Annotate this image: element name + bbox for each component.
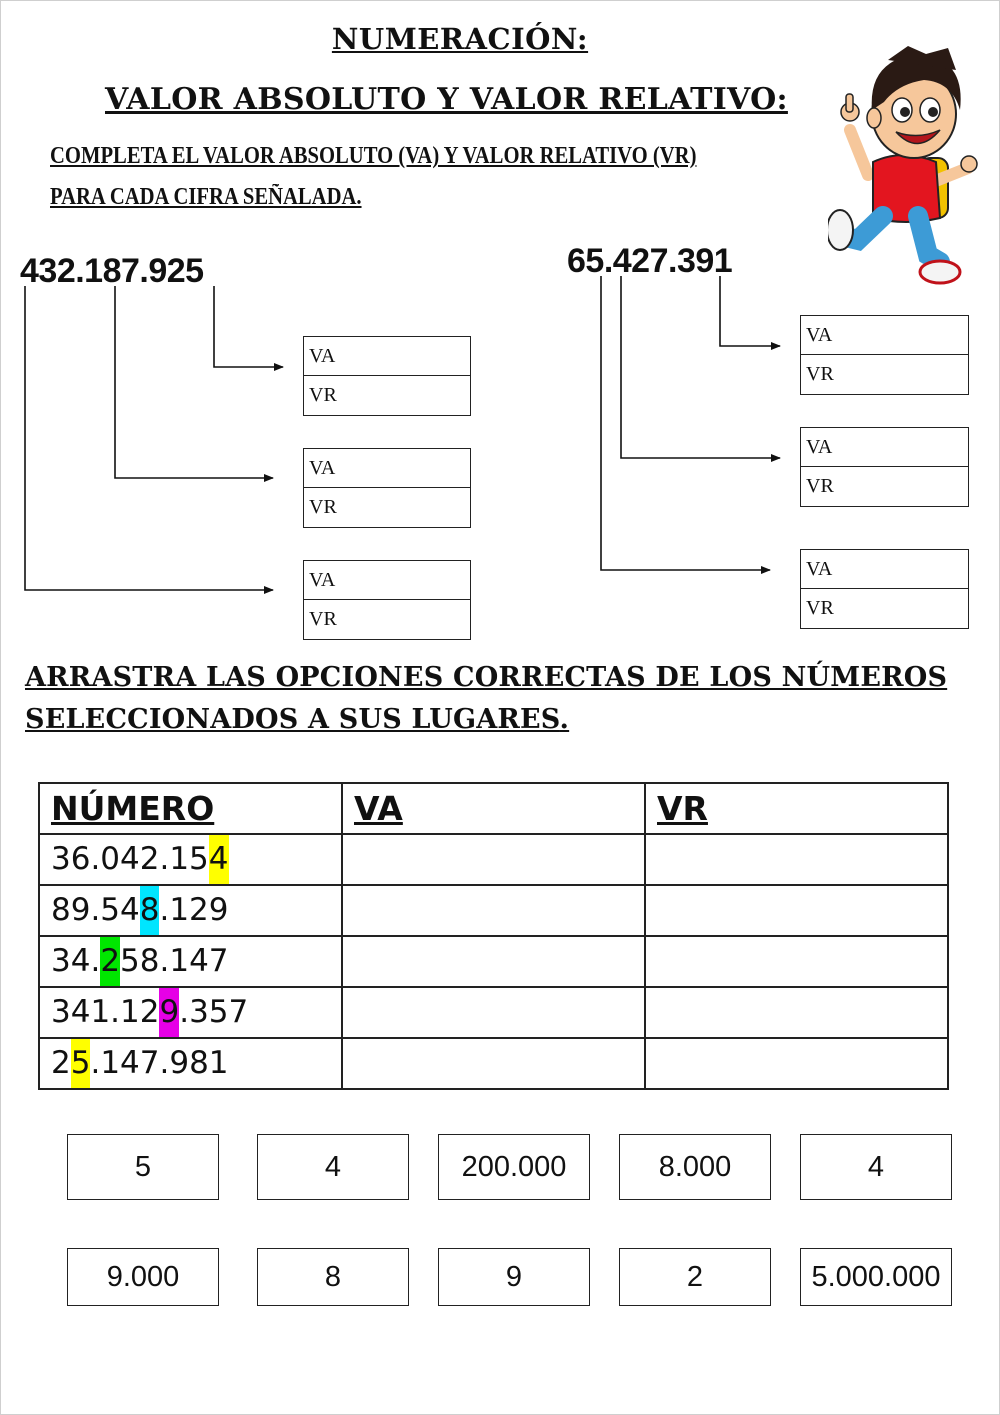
table-row xyxy=(39,834,948,885)
vr-label: VR xyxy=(806,475,834,497)
va-label: VA xyxy=(801,550,968,589)
highlighted-digit: 8 xyxy=(140,886,160,935)
page-title: NUMERACIÓN: xyxy=(331,22,589,56)
va-label: VA xyxy=(304,337,470,376)
vr-drop-cell[interactable] xyxy=(645,936,948,987)
va-drop-cell[interactable] xyxy=(342,936,645,987)
number-text: .147.981 xyxy=(90,1045,229,1081)
column-header-vr: VR xyxy=(645,783,948,834)
option-chip[interactable]: 8.000 xyxy=(619,1134,771,1200)
vr-drop-cell[interactable] xyxy=(645,1038,948,1089)
table-row xyxy=(39,1038,948,1089)
va-label: VA xyxy=(304,449,470,488)
option-chip[interactable]: 9 xyxy=(438,1248,590,1306)
highlighted-digit: 2 xyxy=(100,937,120,986)
arrow-left-2 xyxy=(115,286,273,478)
va-vr-box-left-2[interactable] xyxy=(303,448,471,528)
va-label: VA xyxy=(801,428,968,467)
number-text: 2 xyxy=(51,1045,71,1081)
arrow-left-1 xyxy=(214,286,283,367)
option-chip[interactable]: 5.000.000 xyxy=(800,1248,952,1306)
drag-instruction-line-2 xyxy=(25,704,569,735)
vr-label: VR xyxy=(806,363,834,385)
vr-label: VR xyxy=(309,496,337,518)
column-header-va: VA xyxy=(342,783,645,834)
arrow-right-1 xyxy=(720,276,780,346)
number-text: .129 xyxy=(159,892,229,928)
number-cell xyxy=(39,885,342,936)
table-row xyxy=(39,936,948,987)
va-drop-cell[interactable] xyxy=(342,1038,645,1089)
option-chip[interactable]: 4 xyxy=(800,1134,952,1200)
highlighted-digit: 4 xyxy=(209,835,229,884)
vr-label: VR xyxy=(309,608,337,630)
number-left: 432.187.925 xyxy=(20,252,204,290)
highlighted-digit: 9 xyxy=(159,988,179,1037)
option-chip[interactable]: 9.000 xyxy=(67,1248,219,1306)
vr-label: VR xyxy=(806,597,834,619)
vr-drop-cell[interactable] xyxy=(645,987,948,1038)
drag-instruction-period: . xyxy=(559,704,570,735)
va-vr-box-left-3[interactable] xyxy=(303,560,471,640)
instruction-line-2: PARA CADA CIFRA SEÑALADA. xyxy=(50,184,362,210)
arrow-right-3 xyxy=(601,276,770,570)
number-text: 341.12 xyxy=(51,994,160,1030)
va-drop-cell[interactable] xyxy=(342,834,645,885)
number-cell xyxy=(39,1038,342,1089)
number-text: 34. xyxy=(51,943,101,979)
option-chip[interactable]: 200.000 xyxy=(438,1134,590,1200)
number-right: 65.427.391 xyxy=(567,242,733,280)
va-drop-cell[interactable] xyxy=(342,885,645,936)
arrow-right-2 xyxy=(621,276,780,458)
va-vr-box-right-1[interactable] xyxy=(800,315,969,395)
option-chip[interactable]: 4 xyxy=(257,1134,409,1200)
option-chip[interactable]: 2 xyxy=(619,1248,771,1306)
drag-instruction-line-1: ARRASTRA LAS OPCIONES CORRECTAS DE LOS NÚMEROS xyxy=(25,662,948,693)
va-label: VA xyxy=(304,561,470,600)
numbers-table xyxy=(38,782,949,1090)
option-chip[interactable]: 8 xyxy=(257,1248,409,1306)
number-text: .357 xyxy=(179,994,249,1030)
number-cell xyxy=(39,936,342,987)
arrow-left-3 xyxy=(25,286,273,590)
va-drop-cell[interactable] xyxy=(342,987,645,1038)
highlighted-digit: 5 xyxy=(71,1039,91,1088)
va-label: VA xyxy=(801,316,968,355)
drag-instruction-text: SELECCIONADOS A SUS LUGARES xyxy=(25,704,560,735)
vr-drop-cell[interactable] xyxy=(645,885,948,936)
number-text: 58.147 xyxy=(120,943,229,979)
number-text: 89.54 xyxy=(51,892,140,928)
vr-drop-cell[interactable] xyxy=(645,834,948,885)
vr-label: VR xyxy=(309,384,337,406)
va-vr-box-left-1[interactable] xyxy=(303,336,471,416)
instruction-line-1: COMPLETA EL VALOR ABSOLUTO (VA) Y VALOR RELATIVO (VR) xyxy=(50,143,697,169)
va-vr-box-right-3[interactable] xyxy=(800,549,969,629)
number-cell xyxy=(39,834,342,885)
table-header-row xyxy=(39,783,948,834)
number-text: 36.042.15 xyxy=(51,841,209,877)
va-vr-box-right-2[interactable] xyxy=(800,427,969,507)
page-subtitle: VALOR ABSOLUTO Y VALOR RELATIVO: xyxy=(105,82,788,117)
table-row xyxy=(39,885,948,936)
table-row xyxy=(39,987,948,1038)
column-header-numero: NÚMERO xyxy=(39,783,342,834)
option-chip[interactable]: 5 xyxy=(67,1134,219,1200)
number-cell xyxy=(39,987,342,1038)
